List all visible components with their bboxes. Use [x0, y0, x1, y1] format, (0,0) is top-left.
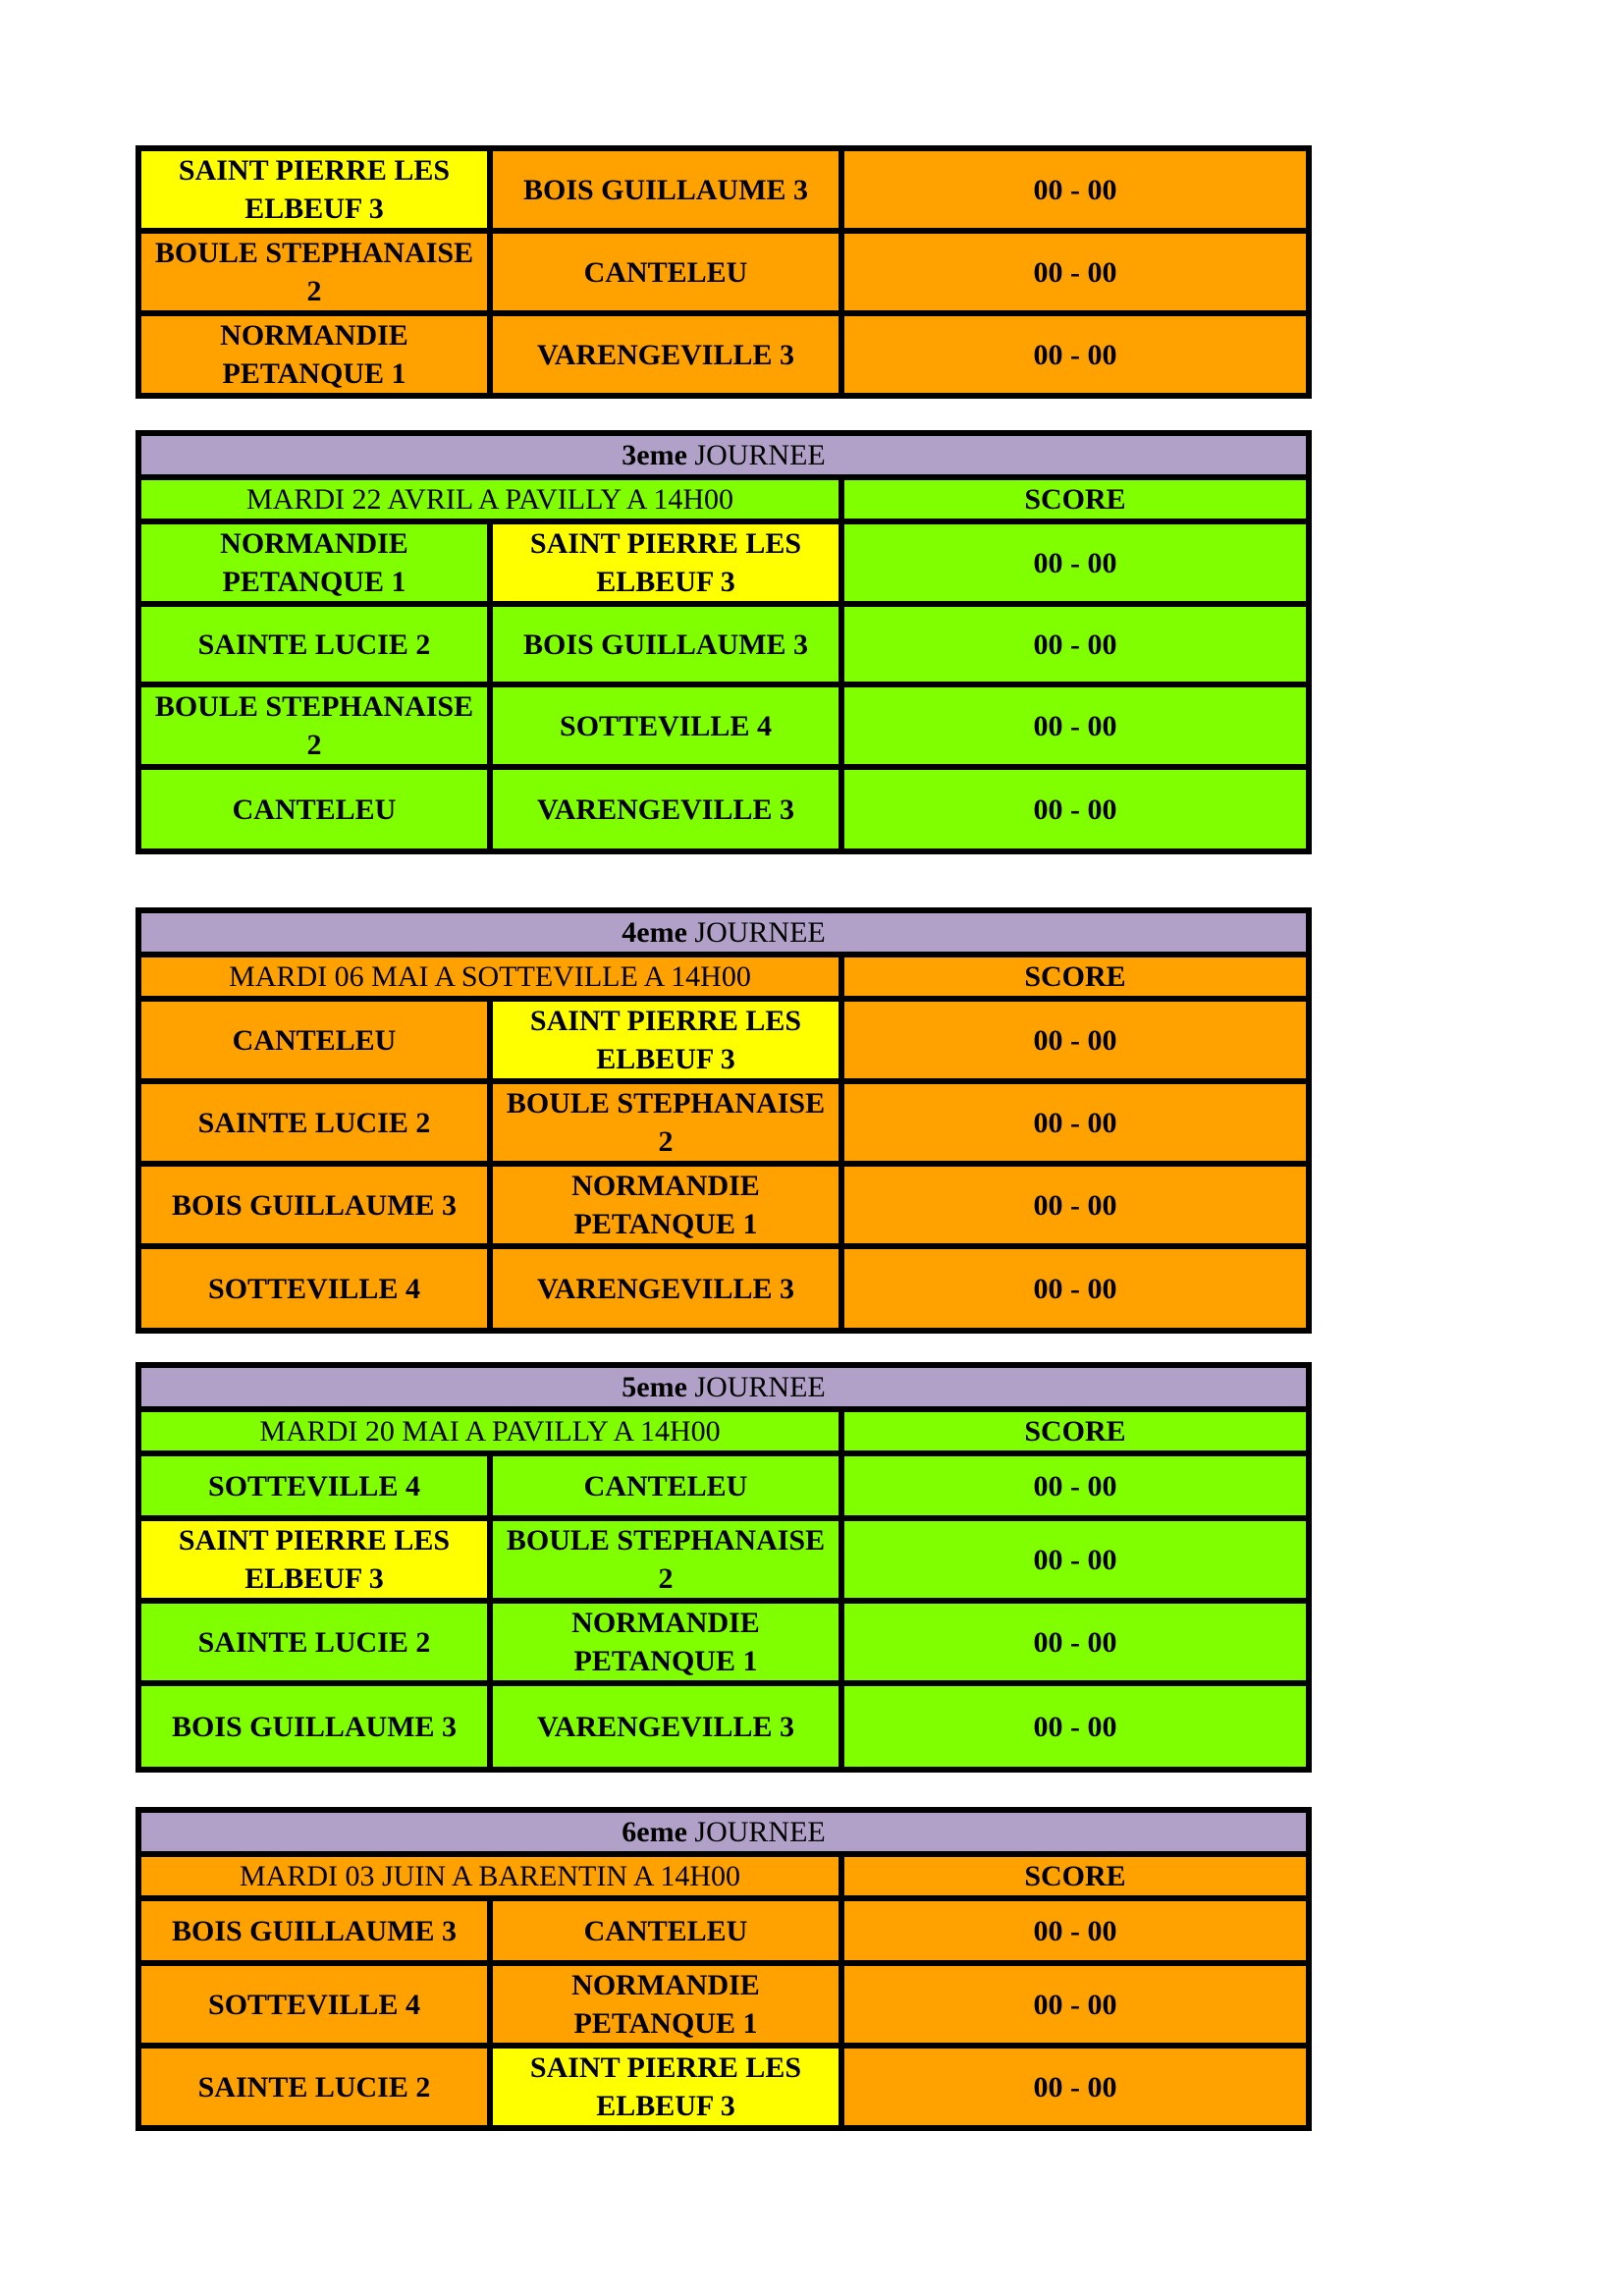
score-cell: 00 - 00 [841, 1963, 1309, 2046]
match-row [138, 148, 1309, 231]
match-row [138, 1164, 1309, 1246]
away-team-cell: CANTELEU [490, 1453, 841, 1518]
home-team-cell: BOIS GUILLAUME 3 [138, 1898, 490, 1963]
score-cell: 00 - 00 [841, 1601, 1309, 1683]
away-team-cell: BOULE STEPHANAISE 2 [490, 1518, 841, 1601]
away-team-cell: CANTELEU [490, 1898, 841, 1963]
match-row [138, 1246, 1309, 1331]
home-team-cell: NORMANDIE PETANQUE 1 [138, 521, 490, 604]
away-team-cell: CANTELEU [490, 231, 841, 313]
score-cell: 00 - 00 [841, 1453, 1309, 1518]
journee-word: JOURNEE [694, 439, 826, 471]
match-row [138, 1453, 1309, 1518]
match-row [138, 1963, 1309, 2046]
match-row [138, 767, 1309, 851]
date-row [138, 1409, 1309, 1453]
journee-word: JOURNEE [694, 1371, 826, 1403]
score-cell: 00 - 00 [841, 1518, 1309, 1601]
match-row [138, 521, 1309, 604]
score-header: SCORE [841, 477, 1309, 521]
away-team-cell: NORMANDIE PETANQUE 1 [490, 1963, 841, 2046]
score-cell: 00 - 00 [841, 684, 1309, 767]
score-cell: 00 - 00 [841, 313, 1309, 396]
away-team-cell: BOIS GUILLAUME 3 [490, 604, 841, 684]
match-date: MARDI 03 JUIN A BARENTIN A 14H00 [138, 1854, 841, 1898]
home-team-cell: BOULE STEPHANAISE 2 [138, 684, 490, 767]
score-header: SCORE [841, 955, 1309, 999]
away-team-cell: SAINT PIERRE LES ELBEUF 3 [490, 999, 841, 1081]
journee-title [138, 433, 1309, 477]
journee-title [138, 1810, 1309, 1854]
home-team-cell: BOULE STEPHANAISE 2 [138, 231, 490, 313]
away-team-cell: BOIS GUILLAUME 3 [490, 148, 841, 231]
match-date: MARDI 22 AVRIL A PAVILLY A 14H00 [138, 477, 841, 521]
home-team-cell: SAINTE LUCIE 2 [138, 1601, 490, 1683]
match-row [138, 684, 1309, 767]
home-team-cell: SAINTE LUCIE 2 [138, 1081, 490, 1164]
fixtures-table-continued [135, 145, 1312, 399]
journee-title-row [138, 910, 1309, 955]
date-row [138, 477, 1309, 521]
score-cell: 00 - 00 [841, 999, 1309, 1081]
match-date: MARDI 20 MAI A PAVILLY A 14H00 [138, 1409, 841, 1453]
journee-title-row [138, 1365, 1309, 1409]
home-team-cell: CANTELEU [138, 767, 490, 851]
away-team-cell: VARENGEVILLE 3 [490, 313, 841, 396]
home-team-cell: SOTTEVILLE 4 [138, 1453, 490, 1518]
score-cell: 00 - 00 [841, 2046, 1309, 2128]
journee-number: 6eme [622, 1816, 687, 1848]
home-team-cell: SAINTE LUCIE 2 [138, 2046, 490, 2128]
score-header: SCORE [841, 1854, 1309, 1898]
journee-title-row [138, 1810, 1309, 1854]
journee-5-table [135, 1362, 1312, 1773]
score-cell: 00 - 00 [841, 231, 1309, 313]
home-team-cell: SAINT PIERRE LES ELBEUF 3 [138, 148, 490, 231]
score-cell: 00 - 00 [841, 1246, 1309, 1331]
score-cell: 00 - 00 [841, 521, 1309, 604]
journee-number: 4eme [622, 916, 687, 949]
journee-word: JOURNEE [694, 916, 826, 949]
away-team-cell: VARENGEVILLE 3 [490, 767, 841, 851]
score-cell: 00 - 00 [841, 604, 1309, 684]
away-team-cell: SAINT PIERRE LES ELBEUF 3 [490, 2046, 841, 2128]
score-cell: 00 - 00 [841, 1081, 1309, 1164]
journee-6-table [135, 1807, 1312, 2131]
score-cell: 00 - 00 [841, 1683, 1309, 1770]
away-team-cell: VARENGEVILLE 3 [490, 1246, 841, 1331]
home-team-cell: CANTELEU [138, 999, 490, 1081]
journee-title [138, 910, 1309, 955]
match-row [138, 1898, 1309, 1963]
away-team-cell: NORMANDIE PETANQUE 1 [490, 1164, 841, 1246]
home-team-cell: SAINTE LUCIE 2 [138, 604, 490, 684]
away-team-cell: SOTTEVILLE 4 [490, 684, 841, 767]
home-team-cell: BOIS GUILLAUME 3 [138, 1683, 490, 1770]
match-row [138, 1518, 1309, 1601]
away-team-cell: NORMANDIE PETANQUE 1 [490, 1601, 841, 1683]
score-cell: 00 - 00 [841, 148, 1309, 231]
match-row [138, 2046, 1309, 2128]
home-team-cell: SOTTEVILLE 4 [138, 1963, 490, 2046]
away-team-cell: BOULE STEPHANAISE 2 [490, 1081, 841, 1164]
match-row [138, 313, 1309, 396]
match-row [138, 231, 1309, 313]
match-row [138, 1683, 1309, 1770]
score-cell: 00 - 00 [841, 1898, 1309, 1963]
away-team-cell: VARENGEVILLE 3 [490, 1683, 841, 1770]
match-row [138, 1081, 1309, 1164]
journee-number: 5eme [622, 1371, 687, 1403]
match-row [138, 604, 1309, 684]
home-team-cell: NORMANDIE PETANQUE 1 [138, 313, 490, 396]
home-team-cell: SAINT PIERRE LES ELBEUF 3 [138, 1518, 490, 1601]
home-team-cell: BOIS GUILLAUME 3 [138, 1164, 490, 1246]
match-row [138, 999, 1309, 1081]
journee-4-table [135, 907, 1312, 1334]
match-row [138, 1601, 1309, 1683]
match-date: MARDI 06 MAI A SOTTEVILLE A 14H00 [138, 955, 841, 999]
journee-number: 3eme [622, 439, 687, 471]
journee-word: JOURNEE [694, 1816, 826, 1848]
home-team-cell: SOTTEVILLE 4 [138, 1246, 490, 1331]
date-row [138, 1854, 1309, 1898]
score-header: SCORE [841, 1409, 1309, 1453]
away-team-cell: SAINT PIERRE LES ELBEUF 3 [490, 521, 841, 604]
journee-3-table [135, 430, 1312, 854]
journee-title-row [138, 433, 1309, 477]
score-cell: 00 - 00 [841, 767, 1309, 851]
score-cell: 00 - 00 [841, 1164, 1309, 1246]
date-row [138, 955, 1309, 999]
journee-title [138, 1365, 1309, 1409]
